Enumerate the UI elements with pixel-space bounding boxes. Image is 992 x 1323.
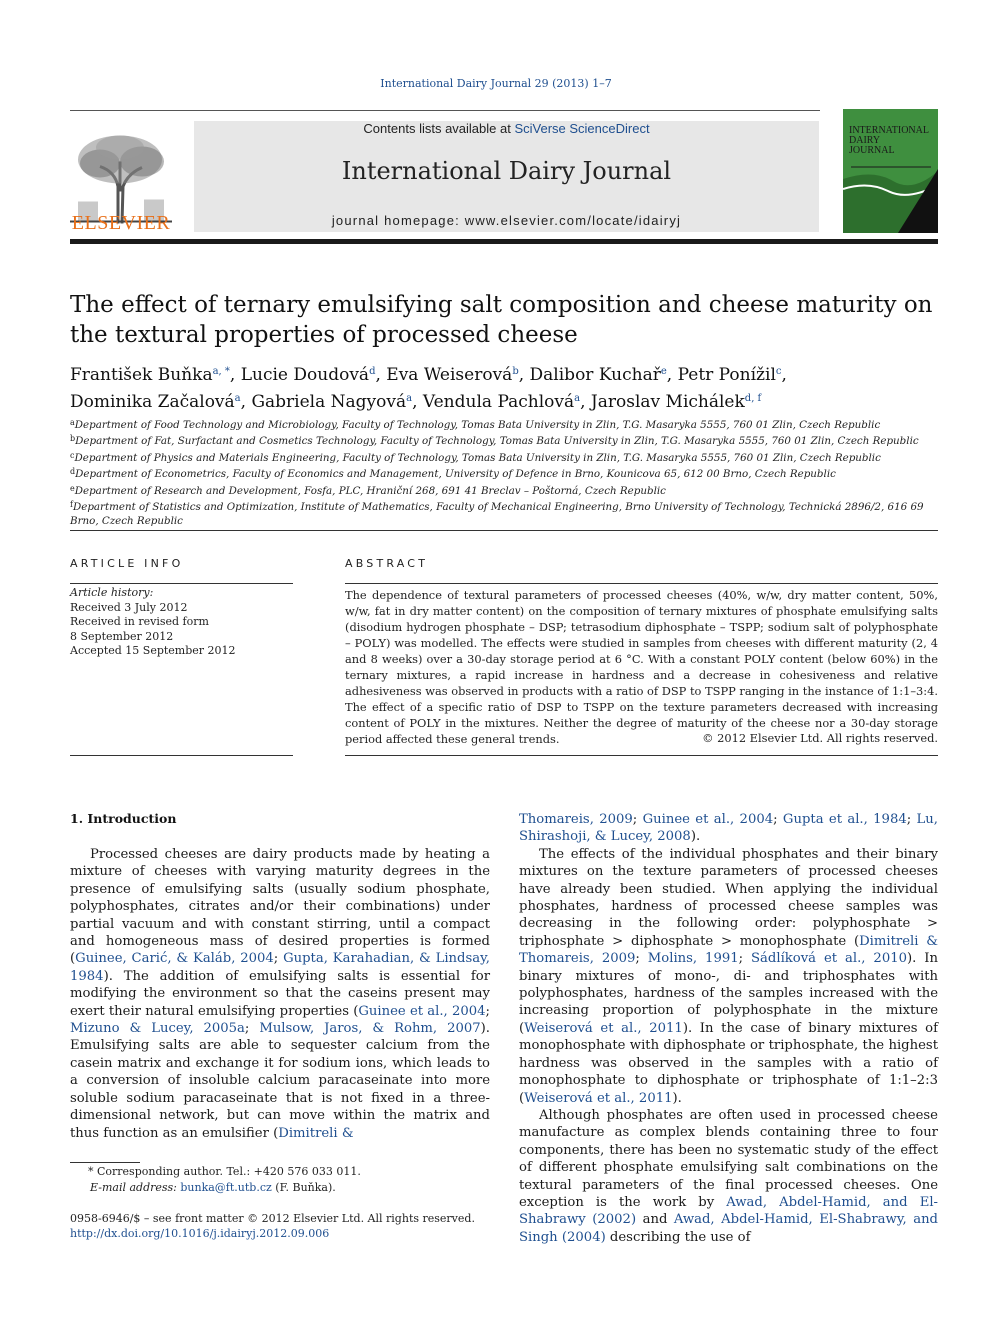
affiliation-text: Department of Econometrics, Faculty of Economics and Management, University of Defence in Brno, Kounicova 65, 612 00 Brno, Czech Republic: [75, 468, 836, 481]
front-matter: [70, 1211, 570, 1241]
abstract-copyright: © 2012 Elsevier Ltd. All rights reserved.: [702, 731, 938, 745]
affiliation-text: Department of Research and Development, Fosfa, PLC, Hraniční 268, 691 41 Breclav – Poštorná, Czech Republic: [74, 484, 666, 497]
footnote-rule: [70, 1162, 140, 1163]
introduction-heading: 1. Introduction: [70, 811, 177, 826]
author-list: František Buňka$^{a, *}$, Lucie Doudová$^d$, Eva Weiserová$^b$, Dalibor Kuchař$^e$, Petr Ponížil$^c$, Dominika Začalová$^a$, Gabriela Nagyová$^a$, Vendula Pachlová$^a$, Jaroslav Michálek$^{d, f}$: [70, 365, 787, 412]
citation-link[interactable]: Guinee et al., 2004: [358, 1003, 486, 1019]
abstract-bottom-rule: [345, 755, 938, 756]
citation-link[interactable]: Guinee et al., 2004: [642, 812, 774, 827]
affiliation-text: Department of Statistics and Optimization, Institute of Mathematics, Faculty of Mechanical Engineering, Brno University of Technology, Technická 2896/2, 616 69 Brno, Czech Republic: [70, 501, 924, 528]
affiliation-marker: b: [70, 434, 76, 444]
history-entry: Received 3 July 2012: [70, 600, 188, 614]
affiliation-item: [70, 416, 940, 432]
affiliation-text: Department of Food Technology and Microbiology, Faculty of Technology, Tomas Bata University in Zlin, T.G. Masaryka 5555, 760 01 Zlin, Czech Republic: [74, 419, 881, 431]
right-column: [519, 811, 938, 1246]
citation-link[interactable]: Dimitreli & Thomareis, 2009: [519, 933, 938, 967]
citation-link[interactable]: Gupta, Karahadian, & Lindsay, 1984: [70, 951, 490, 984]
history-entry: Received in revised form: [70, 615, 209, 629]
author-name[interactable]: Lucie Doudová: [240, 365, 370, 385]
affiliation-item: [70, 432, 940, 448]
article-history: [70, 586, 293, 659]
affiliation-list: [70, 416, 940, 529]
author-affiliation-ref[interactable]: a: [234, 393, 241, 404]
journal-cover-thumbnail: [843, 109, 938, 233]
journal-citation[interactable]: International Dairy Journal 29 (2013) 1–7: [380, 77, 612, 90]
journal-title: International Dairy Journal: [341, 157, 672, 185]
contents-prefix: Contents lists available at: [363, 121, 515, 136]
abstract-rule: [345, 583, 938, 584]
author-affiliation-ref[interactable]: b: [512, 366, 519, 377]
affiliation-item: [70, 465, 940, 481]
author-affiliation-ref[interactable]: a: [406, 393, 413, 404]
affiliation-marker: e: [70, 483, 75, 493]
homepage-prefix: journal homepage:: [331, 213, 465, 228]
citation-link[interactable]: Gupta et al., 1984: [782, 812, 907, 827]
author-name[interactable]: Vendula Pachlová: [422, 392, 575, 412]
affiliation-text: Department of Fat, Surfactant and Cosmetics Technology, Faculty of Technology, Tomas Bata University in Zlin, T.G. Masaryka 5555, 760 01 Zlin, Czech Republic: [75, 435, 919, 448]
email-label: E-mail address:: [90, 1181, 181, 1194]
citation-link[interactable]: Sádlíková et al., 2010: [751, 951, 907, 967]
body-paragraph: Although phosphates are often used in processed cheese manufacture as complex blends containing three to four components, there has been no systematic study of the effect of different phosphate emulsifying salt combinations on the textural parameters of the final processed cheeses. One exception is the work by Awad, Abdel-Hamid, and El-Shabrawy (2002) and Awad, Abdel-Hamid, El-Shabrawy, and Singh (2004) describing the use of: [519, 1107, 939, 1245]
corresponding-author-note: * Corresponding author. Tel.: +420 576 033 011.: [88, 1165, 361, 1178]
author-affiliation-ref[interactable]: e: [660, 366, 667, 377]
email-suffix: (F. Buňka).: [271, 1181, 336, 1194]
author-name[interactable]: Dominika Začalová: [70, 392, 235, 412]
doi-link[interactable]: http://dx.doi.org/10.1016/j.idairyj.2012.09.006: [70, 1227, 330, 1240]
citation-link[interactable]: Dimitreli &: [278, 1125, 354, 1141]
author-name[interactable]: Petr Ponížil: [677, 365, 776, 385]
abstract-heading: ABSTRACT: [345, 557, 429, 570]
email-note: [70, 1180, 490, 1196]
citation-link[interactable]: Weiserová et al., 2011: [524, 1020, 683, 1036]
affiliation-marker: a: [70, 418, 75, 427]
citation-link[interactable]: Thomareis, 2009: [519, 812, 633, 827]
left-column: [70, 846, 490, 1142]
affiliation-item: [70, 482, 940, 498]
cover-title: [849, 126, 935, 156]
cover-title-line: JOURNAL: [849, 145, 895, 156]
citation-link[interactable]: Mulsow, Jaros, & Rohm, 2007: [259, 1021, 481, 1037]
article-info-bottom-rule: [70, 755, 293, 756]
citation-link[interactable]: Awad, Abdel-Hamid, and El-Shabrawy (2002): [519, 1194, 938, 1228]
author-name[interactable]: Gabriela Nagyová: [251, 392, 407, 412]
email-link[interactable]: bunka@ft.utb.cz: [180, 1181, 272, 1194]
contents-available-line: [194, 121, 819, 136]
article-info-rule: [70, 583, 293, 584]
author-name[interactable]: Eva Weiserová: [386, 365, 513, 385]
history-entry: Accepted 15 September 2012: [70, 644, 236, 658]
article-title: The effect of ternary emulsifying salt composition and cheese maturity on the textural properties of processed cheese: [70, 292, 933, 348]
author-name[interactable]: Jaroslav Michálek: [590, 392, 745, 412]
citation-link[interactable]: Mizuno & Lucey, 2005a: [70, 1021, 245, 1037]
affiliation-item: [70, 498, 940, 529]
affiliation-marker: d: [70, 467, 76, 477]
citation-link[interactable]: Awad, Abdel-Hamid, El-Shabrawy, and Singh (2004): [519, 1212, 939, 1245]
citation-link[interactable]: Lu, Shirashoji, & Lucey, 2008: [519, 812, 938, 845]
footnotes: [70, 1164, 490, 1196]
body-paragraph: Thomareis, 2009; Guinee et al., 2004; Gupta et al., 1984; Lu, Shirashoji, & Lucey, 2008).: [519, 812, 938, 845]
citation-link[interactable]: Molins, 1991: [647, 951, 739, 967]
body-paragraph: Processed cheeses are dairy products made by heating a mixture of cheeses with varying maturity degrees in the presence of emulsifying salts (usually sodium phosphate, polyphosphates, citrates and/or their combinations) under partial vacuum and with constant stirring, until a compact and homogeneous mass of desired properties is formed (Guinee, Carić, & Kaláb, 2004; Gupta, Karahadian, & Lindsay, 1984). The addition of emulsifying salts is essential for modifying the environment so that the caseins present may exert their natural emulsifying properties (Guinee et al., 2004; Mizuno & Lucey, 2005a; Mulsow, Jaros, & Rohm, 2007). Emulsifying salts are able to sequester calcium from the casein matrix and exchange it for sodium ions, which leads to a conversion of insoluble calcium paracaseinate into more soluble sodium paracaseinate that is not fixed in a three-dimensional network, but can move within the matrix and thus function as an emulsifier (Dimitreli &: [70, 847, 490, 1141]
author-name[interactable]: Dalibor Kuchař: [529, 365, 661, 385]
elsevier-wordmark: ELSEVIER: [71, 212, 171, 234]
author-affiliation-ref[interactable]: c: [775, 366, 782, 377]
abstract-text: The dependence of textural parameters of processed cheeses (40%, w/w, dry matter content, 50%, w/w, fat in dry matter content) on the composition of ternary mixtures of phosphate emulsifying salts (disodium hydrogen phosphate – DSP; tetrasodium diphosphate – TSPP; sodium salt of polyphosphate – POLY) was modelled. The effects were studied in samples from cheeses with different maturity (2, 4 and 8 weeks) over a 30-day storage period at 6 °C. With a constant POLY content (below 60%) in the ternary mixtures, a rapid increase in hardness and a decrease in cohesiveness and relative adhesiveness was observed in products with a ratio of DSP to TSPP ranging in the instance of 1:1–3:4. The effect of a specific ratio of DSP to TSPP on the texture parameters decreased with increasing content of POLY in the mixtures. Neither the degree of maturity of the cheese nor a 30-day storage period affected these general trends.: [345, 588, 938, 746]
author-affiliation-ref[interactable]: a, *: [212, 366, 230, 377]
author-affiliation-ref[interactable]: d, f: [744, 393, 762, 404]
citation-link[interactable]: Guinee, Carić, & Kaláb, 2004: [75, 951, 274, 967]
affiliations-divider: [70, 530, 938, 531]
affiliation-marker: c: [70, 450, 75, 460]
sciencedirect-link[interactable]: SciVerse ScienceDirect: [514, 121, 650, 136]
journal-homepage-line: [194, 213, 819, 228]
cover-title-line: DAIRY: [849, 135, 881, 146]
author-name[interactable]: František Buňka: [70, 365, 213, 385]
history-heading: Article history:: [70, 586, 154, 599]
article-info-heading: ARTICLE INFO: [70, 557, 184, 570]
body-paragraph: The effects of the individual phosphates and their binary mixtures on the texture parameters of processed cheeses have already been studied. When applying the individual phosphates, hardness of processed cheese samples was decreasing in the following order: polyphosphate > triphosphate > diphosphate > monophosphate (Dimitreli & Thomareis, 2009; Molins, 1991; Sádlíková et al., 2010). In binary mixtures of mono-, di- and triphosphates with polyphosphates, hardness of the samples increased with the increasing proportion of polyphosphate in the mixture (Weiserová et al., 2011). In the case of binary mixtures of monophosphate with diphosphate or triphosphate, the highest hardness was observed in the samples with a ratio of monophosphate to diphosphate or triphosphate of 1:1–2:3 (Weiserová et al., 2011).: [519, 846, 938, 1106]
history-entry: 8 September 2012: [70, 629, 174, 643]
author-affiliation-ref[interactable]: d: [369, 366, 376, 377]
front-matter-note: 0958-6946/$ – see front matter © 2012 Elsevier Ltd. All rights reserved.: [70, 1212, 475, 1225]
header-top-rule: [70, 110, 820, 111]
header-bottom-rule: [70, 239, 938, 244]
homepage-url[interactable]: www.elsevier.com/locate/idairyj: [464, 213, 682, 228]
affiliation-text: Department of Physics and Materials Engineering, Faculty of Technology, Tomas Bata University in Zlin, T.G. Masaryka 5555, 760 01 Zlin, Czech Republic: [74, 451, 881, 464]
affiliation-item: [70, 449, 940, 465]
author-affiliation-ref[interactable]: a: [574, 393, 581, 404]
affiliation-marker: f: [70, 500, 73, 510]
cover-title-line: INTERNATIONAL: [849, 125, 929, 136]
citation-link[interactable]: Weiserová et al., 2011: [524, 1090, 673, 1106]
